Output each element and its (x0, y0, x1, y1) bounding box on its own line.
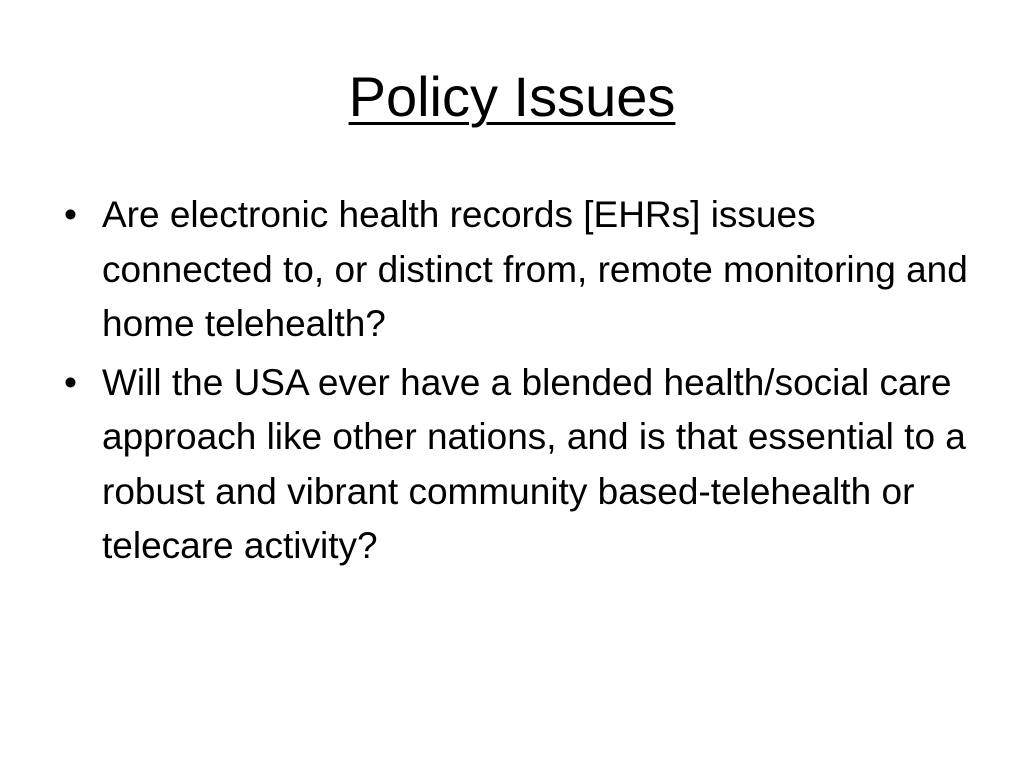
list-item (60, 356, 980, 574)
slide-title: Policy Issues (348, 65, 676, 128)
bullet-text: Are electronic health records [EHRs] issues connected to, or distinct from, remote monitoring and home telehealth? (102, 194, 968, 344)
list-item (60, 188, 980, 352)
bullet-icon: • (64, 194, 77, 235)
bullet-list (60, 188, 980, 578)
bullet-text: Will the USA ever have a blended health/social care approach like other nations, and is that essential to a robust and vibrant community based-telehealth or telecare activity? (102, 361, 966, 566)
bullet-icon: • (64, 361, 77, 403)
